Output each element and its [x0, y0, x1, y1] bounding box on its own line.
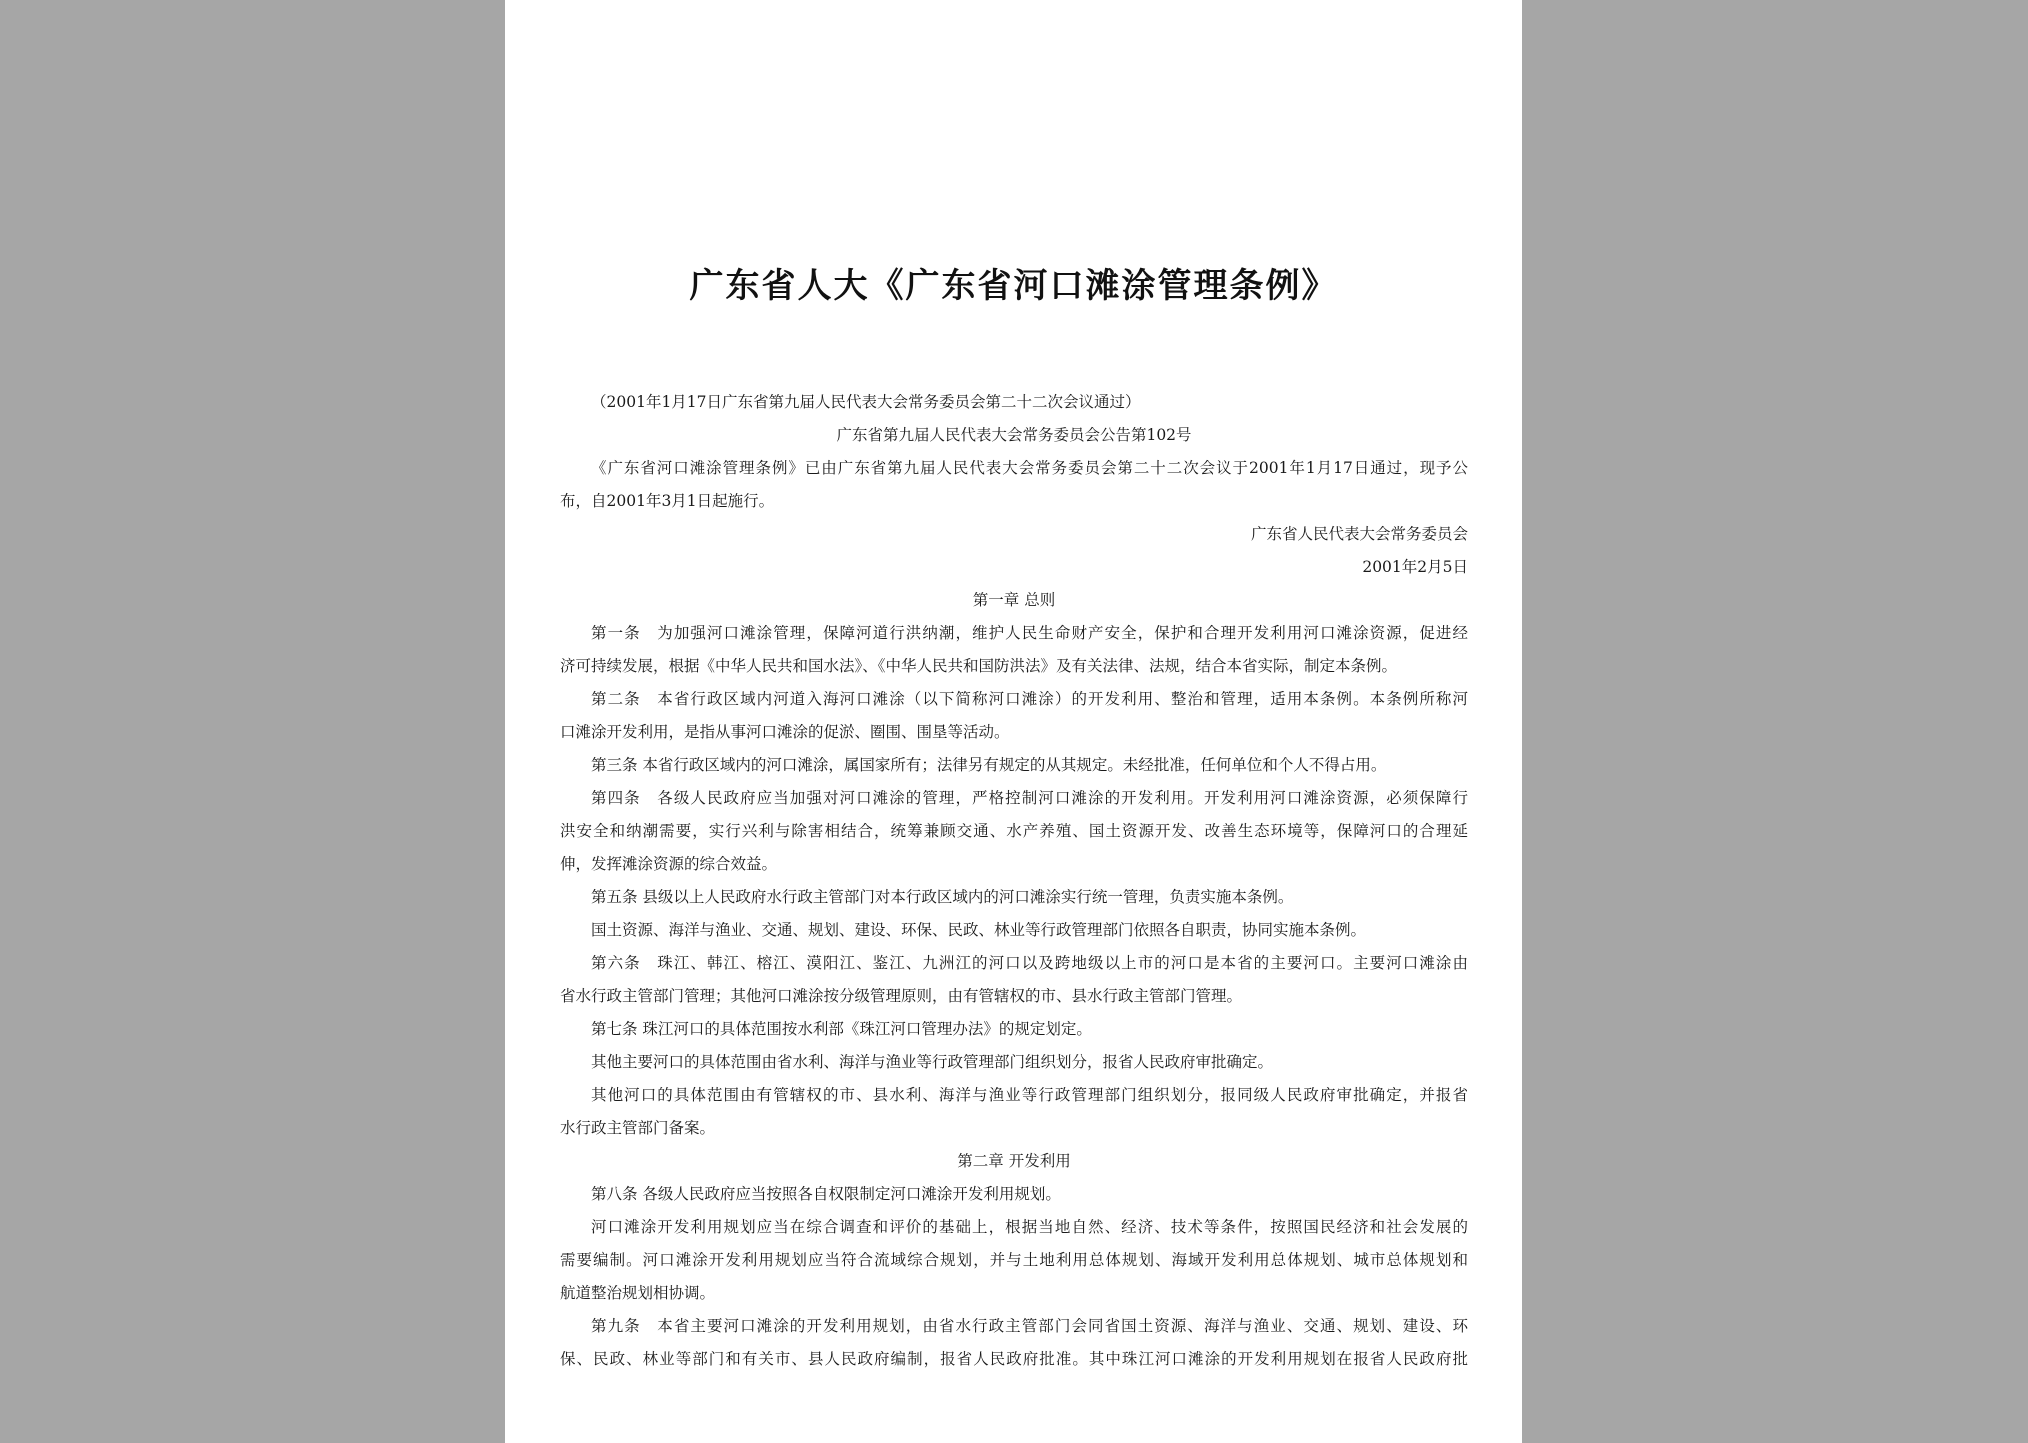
text-line: 第一条 为加强河口滩涂管理，保障河道行洪纳潮，维护人民生命财产安全，保护和合理开发利用河口滩涂资源，促进经 [591, 624, 1468, 642]
text-line: 第七条 珠江河口的具体范围按水利部《珠江河口管理办法》的规定划定。 [591, 1020, 1092, 1038]
text-line: 第二条 本省行政区域内河道入海河口滩涂（以下简称河口滩涂）的开发利用、整治和管理，适用本条例。本条例所称河 [591, 690, 1468, 708]
text-line: 广东省人民代表大会常务委员会 [1250, 525, 1468, 543]
text-line: 济可持续发展，根据《中华人民共和国水法》、《中华人民共和国防洪法》及有关法律、法规，结合本省实际，制定本条例。 [560, 657, 1398, 675]
text-line: 省水行政主管部门管理；其他河口滩涂按分级管理原则，由有管辖权的市、县水行政主管部门管理。 [560, 987, 1243, 1005]
text-line: 第六条 珠江、韩江、榕江、漠阳江、鉴江、九洲江的河口以及跨地级以上市的河口是本省的主要河口。主要河口滩涂由 [591, 954, 1468, 972]
text-line: 2001年2月5日 [1362, 558, 1468, 576]
text-line: 第三条 本省行政区域内的河口滩涂，属国家所有；法律另有规定的从其规定。未经批准，任何单位和个人不得占用。 [591, 756, 1387, 774]
text-line: 水行政主管部门备案。 [560, 1119, 716, 1137]
text-line: 伸，发挥滩涂资源的综合效益。 [560, 855, 778, 873]
text-line: 保、民政、林业等部门和有关市、县人民政府编制，报省人民政府批准。其中珠江河口滩涂的开发利用规划在报省人民政府批 [560, 1350, 1468, 1368]
text-line: （2001年1月17日广东省第九届人民代表大会常务委员会第二十二次会议通过） [591, 393, 1141, 411]
text-line: 第九条 本省主要河口滩涂的开发利用规划，由省水行政主管部门会同省国土资源、海洋与渔业、交通、规划、建设、环 [591, 1317, 1468, 1335]
document-page [505, 0, 1522, 1443]
text-line: 洪安全和纳潮需要，实行兴利与除害相结合，统筹兼顾交通、水产养殖、国土资源开发、改善生态环境等，保障河口的合理延 [560, 822, 1468, 840]
text-line: 第一章 总则 [972, 591, 1056, 609]
text-line: 第四条 各级人民政府应当加强对河口滩涂的管理，严格控制河口滩涂的开发利用。开发利用河口滩涂资源，必须保障行 [591, 789, 1468, 807]
text-line: 第五条 县级以上人民政府水行政主管部门对本行政区域内的河口滩涂实行统一管理，负责实施本条例。 [591, 888, 1294, 906]
text-line: 第八条 各级人民政府应当按照各自权限制定河口滩涂开发利用规划。 [591, 1185, 1061, 1203]
document-body [560, 386, 1468, 1376]
document-title: 广东省人大《广东省河口滩涂管理条例》 [689, 266, 1338, 306]
text-line: 《广东省河口滩涂管理条例》已由广东省第九届人民代表大会常务委员会第二十二次会议于2001年1月17日通过，现予公 [591, 459, 1468, 477]
text-line: 口滩涂开发利用，是指从事河口滩涂的促淤、圈围、围垦等活动。 [560, 723, 1010, 741]
text-line: 布，自2001年3月1日起施行。 [560, 492, 775, 510]
text-line: 国土资源、海洋与渔业、交通、规划、建设、环保、民政、林业等行政管理部门依照各自职责，协同实施本条例。 [591, 921, 1367, 939]
text-line: 航道整治规划相协调。 [560, 1284, 716, 1302]
text-line: 其他主要河口的具体范围由省水利、海洋与渔业等行政管理部门组织划分，报省人民政府审批确定。 [591, 1053, 1274, 1071]
text-line: 需要编制。河口滩涂开发利用规划应当符合流域综合规划，并与土地利用总体规划、海域开发利用总体规划、城市总体规划和 [560, 1251, 1468, 1269]
text-line: 第二章 开发利用 [957, 1152, 1071, 1170]
text-line: 河口滩涂开发利用规划应当在综合调查和评价的基础上，根据当地自然、经济、技术等条件，按照国民经济和社会发展的 [591, 1218, 1468, 1236]
text-line: 广东省第九届人民代表大会常务委员会公告第102号 [836, 426, 1192, 444]
text-line: 其他河口的具体范围由有管辖权的市、县水利、海洋与渔业等行政管理部门组织划分，报同级人民政府审批确定，并报省 [591, 1086, 1468, 1104]
